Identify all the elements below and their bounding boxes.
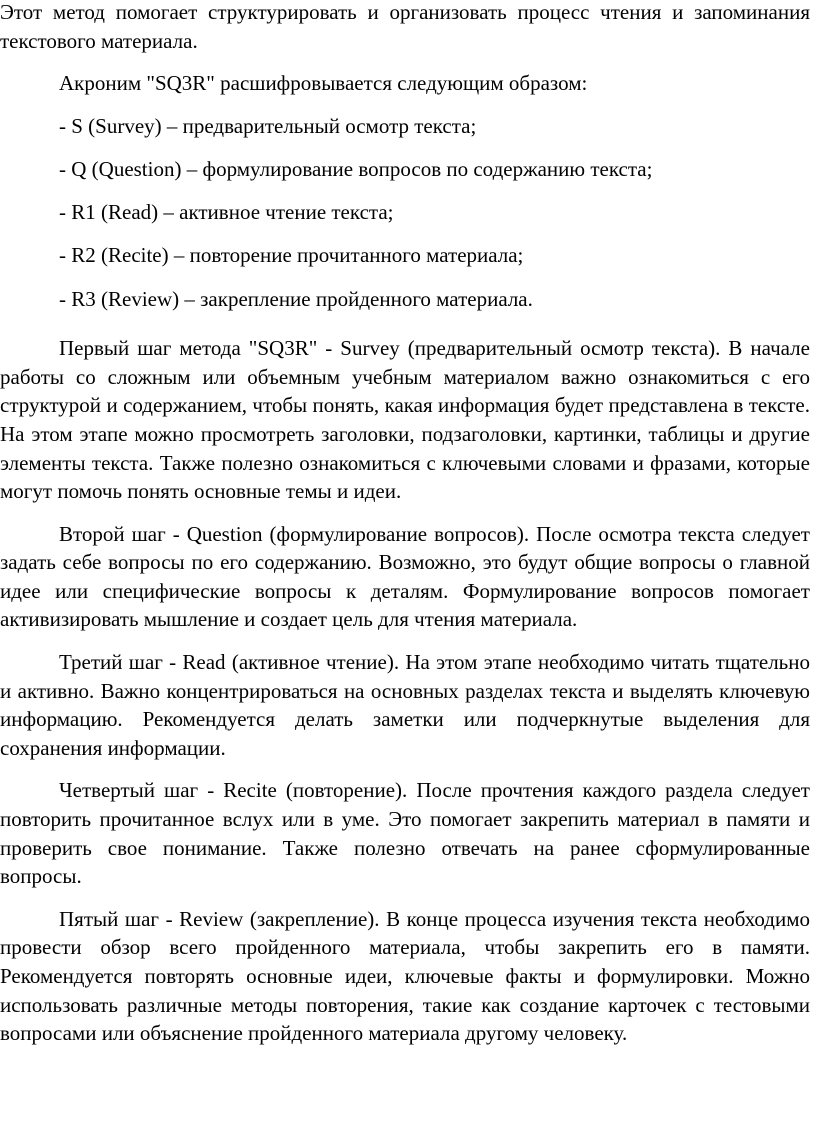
step-survey-paragraph: Первый шаг метода "SQ3R" - Survey (предварительный осмотр текста). В начале работы со сложным или объемным учебным материалом важно ознакомиться с его структурой и содержанием, чтобы понять, какая информация будет представлена в тексте. На этом этапе можно просмотреть заголовки, подзаголовки, картинки, таблицы и другие элементы текста. Также полезно ознакомиться с ключевыми словами и фразами, которые могут помочь понять основные темы и идеи. <box>0 336 810 504</box>
acronym-intro-paragraph: Акроним "SQ3R" расшифровывается следующим образом: <box>59 71 588 96</box>
list-item: - Q (Question) – формулирование вопросов по содержанию текста; <box>59 156 653 181</box>
list-item: - S (Survey) – предварительный осмотр текста; <box>59 113 477 138</box>
list-item: - R1 (Read) – активное чтение текста; <box>59 200 394 225</box>
step-read-paragraph: Третий шаг - Read (активное чтение). На этом этапе необходимо читать тщательно и активно. Важно концентрироваться на основных разделах текста и выделять ключевую информацию. Рекомендуется делать заметки или подчеркнутые выделения для сохранения информации. <box>0 650 810 760</box>
intro-paragraph: Этот метод помогает структурировать и организовать процесс чтения и запоминания текстового материала. <box>0 0 810 53</box>
acronym-list <box>0 112 810 313</box>
step-review-paragraph: Пятый шаг - Review (закрепление). В конце процесса изучения текста необходимо провести обзор всего пройденного материала, чтобы закрепить его в памяти. Рекомендуется повторять основные идеи, ключевые факты и формулировки. Можно использовать различные методы повторения, такие как создание карточек с тестовыми вопросами или объяснение пройденного материала другому человеку. <box>0 906 810 1046</box>
list-item: - R3 (Review) – закрепление пройденного материала. <box>59 286 533 311</box>
list-item: - R2 (Recite) – повторение прочитанного материала; <box>59 243 524 268</box>
step-recite-paragraph: Четвертый шаг - Recite (повторение). После прочтения каждого раздела следует повторить прочитанное вслух или в уме. Это помогает закрепить материал в памяти и проверить свое понимание. Также полезно отвечать на ранее сформулированные вопросы. <box>0 778 810 889</box>
step-question-paragraph: Второй шаг - Question (формулирование вопросов). После осмотра текста следует задать себе вопросы по его содержанию. Возможно, это будут общие вопросы о главной идее или специфические вопросы к деталям. Формулирование вопросов помогает активизировать мышление и создает цель для чтения материала. <box>0 521 810 632</box>
